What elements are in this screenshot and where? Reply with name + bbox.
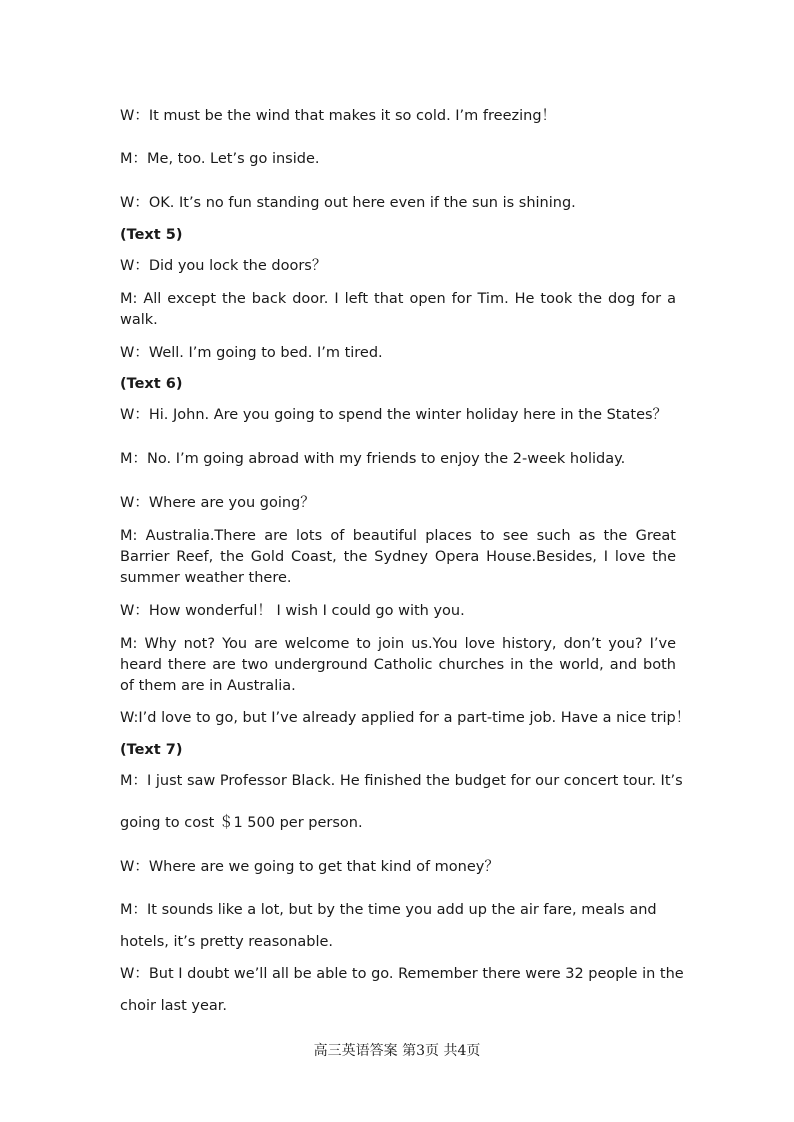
dialogue-line: choir last year. xyxy=(120,998,228,1014)
dialogue-line: W：Where are we going to get that kind of money？ xyxy=(120,859,499,875)
section-heading-text-5: (Text 5) xyxy=(120,227,183,243)
section-heading-text-6: (Text 6) xyxy=(120,376,183,392)
dialogue-line: W:I’d love to go, but I’ve already applied for a part-time job. Have a nice trip！ xyxy=(120,710,691,726)
dialogue-paragraph: M: Australia.There are lots of beautiful places to see such as the Great Barrier Reef, the Gold Coast, the Sydney Opera House.Besides, I love the summer weather there. xyxy=(120,528,676,586)
dialogue-paragraph: M: Why not? You are welcome to join us.You love history, don’t you? I’ve heard there are two underground Catholic churches in the world, and both of them are in Australia. xyxy=(120,636,676,694)
page-footer: 高三英语答案 第3页 共4页 xyxy=(313,1043,481,1059)
dialogue-line: W：Where are you going？ xyxy=(120,495,315,511)
dialogue-line: W：How wonderful！ I wish I could go with you. xyxy=(120,603,465,619)
dialogue-paragraph: M: All except the back door. I left that open for Tim. He took the dog for a walk. xyxy=(120,291,676,328)
dialogue-line: W：But I doubt we’ll all be able to go. Remember there were 32 people in the xyxy=(120,966,684,982)
dialogue-line: M：I just saw Professor Black. He finished the budget for our concert tour. It’s xyxy=(120,773,683,789)
dialogue-line: hotels, it’s pretty reasonable. xyxy=(120,934,333,950)
dialogue-line: W：Hi. John. Are you going to spend the winter holiday here in the States？ xyxy=(120,407,668,423)
dialogue-line: M：Me, too. Let’s go inside. xyxy=(120,151,320,167)
dialogue-line: M：No. I’m going abroad with my friends to enjoy the 2-week holiday. xyxy=(120,451,626,467)
dialogue-line: W：It must be the wind that makes it so cold. I’m freezing！ xyxy=(120,108,557,124)
section-heading-text-7: (Text 7) xyxy=(120,742,183,758)
dialogue-line: W：Did you lock the doors？ xyxy=(120,258,327,274)
dialogue-line: W：Well. I’m going to bed. I’m tired. xyxy=(120,345,383,361)
dialogue-line: W：OK. It’s no fun standing out here even if the sun is shining. xyxy=(120,195,576,211)
dialogue-line: going to cost ＄1 500 per person. xyxy=(120,815,363,831)
dialogue-line: M：It sounds like a lot, but by the time you add up the air fare, meals and xyxy=(120,902,657,918)
